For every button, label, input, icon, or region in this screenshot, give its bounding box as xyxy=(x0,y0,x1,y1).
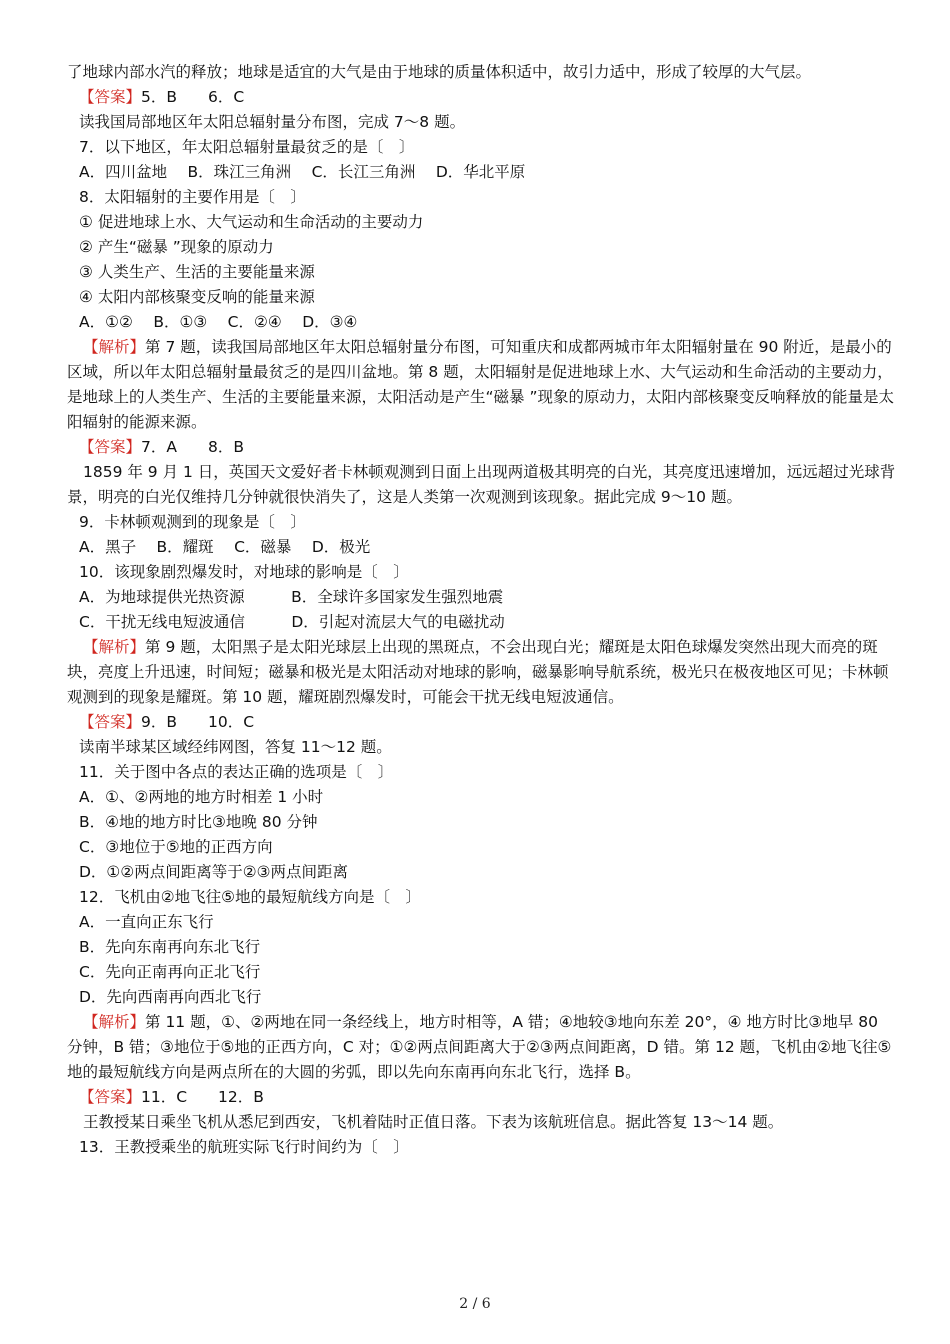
statement-3: ③ 人类生产、生活的主要能量来源 xyxy=(79,263,315,281)
page-content xyxy=(67,60,897,1160)
explanation-text: 第 11 题，①、②两地在同一条经线上，地方时相等，A 错；④地较③地向东差 20°，④ 地方时比③地早 80 分钟，B 错；③地位于⑤地的正西方向，C 对；①②两点间距离大于②③两点间距离，D 错。第 12 题，飞机由②地飞往⑤地的最短航线方向是两点所在的大圆的劣弧，即以先向东南再向东北飞行，选择 B。 xyxy=(67,1013,892,1081)
question-12-option-d: D．先向西南再向西北飞行 xyxy=(79,988,262,1006)
statement-2: ② 产生“磁暴 ”现象的原动力 xyxy=(79,238,274,256)
answer-text: 9．B 10．C xyxy=(141,713,255,731)
explanation-9-10 xyxy=(67,635,897,710)
answer-tag: 【答案】 xyxy=(79,438,142,456)
answer-tag: 【答案】 xyxy=(79,713,142,731)
continued-line: 了地球内部水汽的释放；地球是适宜的大气是由于地球的质量体积适中，故引力适中，形成了较厚的大气层。 xyxy=(67,63,812,81)
explanation-text: 第 9 题，太阳黑子是太阳光球层上出现的黑斑点，不会出现白光；耀斑是太阳色球爆发突然出现大而亮的斑块，亮度上升迅速，时间短；磁暴和极光是太阳活动对地球的影响，磁暴影响导航系统，极光只在极夜地区可见；卡林顿观测到的现象是耀斑。第 10 题，耀斑剧烈爆发时，可能会干扰无线电短波通信。 xyxy=(67,638,889,706)
question-stem-11-12: 读南半球某区域经纬网图，答复 11～12 题。 xyxy=(79,738,392,756)
question-stem-7-8: 读我国局部地区年太阳总辐射量分布图，完成 7～8 题。 xyxy=(79,113,466,131)
explanation-tag: 【解析】 xyxy=(83,1013,146,1031)
question-8-options: A．①② B．①③ C．②④ D．③④ xyxy=(79,313,358,331)
question-7: 7．以下地区，年太阳总辐射量最贫乏的是〔 〕 xyxy=(79,138,415,156)
question-12-option-b: B．先向东南再向东北飞行 xyxy=(79,938,261,956)
question-12-option-a: A．一直向正东飞行 xyxy=(79,913,214,931)
answer-11-12 xyxy=(67,1085,897,1110)
question-9-options: A．黑子 B．耀斑 C．磁暴 D．极光 xyxy=(79,538,371,556)
answer-tag: 【答案】 xyxy=(79,1088,142,1106)
statement-4: ④ 太阳内部核聚变反响的能量来源 xyxy=(79,288,315,306)
question-12: 12．飞机由②地飞往⑤地的最短航线方向是〔 〕 xyxy=(79,888,422,906)
explanation-11-12 xyxy=(67,1010,897,1085)
question-11-option-b: B．④地的地方时比③地晚 80 分钟 xyxy=(79,813,318,831)
question-11-option-c: C．③地位于⑤地的正西方向 xyxy=(79,838,273,856)
question-9: 9．卡林顿观测到的现象是〔 〕 xyxy=(79,513,306,531)
question-12-option-c: C．先向正南再向正北飞行 xyxy=(79,963,261,981)
answer-text: 5．B 6．C xyxy=(141,88,245,106)
explanation-text: 第 7 题，读我国局部地区年太阳总辐射量分布图，可知重庆和成都两城市年太阳辐射量在 90 附近，是最小的区域，所以年太阳总辐射量最贫乏的是四川盆地。第 8 题，太阳辐射是促进地球上水、大气运动和生命活动的主要动力，是地球上的人类生产、生活的主要能量来源，太阳活动是产生“磁暴 ”现象的原动力，太阳内部核聚变反响释放的能量是太阳辐射的能源来源。 xyxy=(67,338,894,431)
answer-text: 11．C 12．B xyxy=(141,1088,264,1106)
answer-5-6 xyxy=(67,85,897,110)
answer-9-10 xyxy=(67,710,897,735)
question-7-options: A．四川盆地 B．珠江三角洲 C．长江三角洲 D．华北平原 xyxy=(79,163,526,181)
explanation-tag: 【解析】 xyxy=(83,338,146,356)
page-number: 2 / 6 xyxy=(459,1296,491,1312)
question-8: 8．太阳辐射的主要作用是〔 〕 xyxy=(79,188,306,206)
question-13: 13．王教授乘坐的航班实际飞行时间约为〔 〕 xyxy=(79,1138,409,1156)
passage-13-14: 王教授某日乘坐飞机从悉尼到西安，飞机着陆时正值日落。下表为该航班信息。据此答复 13～14 题。 xyxy=(83,1113,784,1131)
answer-tag: 【答案】 xyxy=(79,88,142,106)
passage-9-10: 1859 年 9 月 1 日，英国天文爱好者卡林顿观测到日面上出现两道极其明亮的白光，其亮度迅速增加，远远超过光球背景，明亮的白光仅维持几分钟就很快消失了，这是人类第一次观测到该现象。据此完成 9～10 题。 xyxy=(67,463,896,506)
question-11-option-a: A．①、②两地的地方时相差 1 小时 xyxy=(79,788,324,806)
question-11: 11．关于图中各点的表达正确的选项是〔 〕 xyxy=(79,763,394,781)
statement-1: ① 促进地球上水、大气运动和生命活动的主要动力 xyxy=(79,213,424,231)
explanation-7-8 xyxy=(67,335,897,435)
explanation-tag: 【解析】 xyxy=(83,638,146,656)
question-10-options-cd: C．干扰无线电短波通信 D．引起对流层大气的电磁扰动 xyxy=(79,613,505,631)
question-10-options-ab: A．为地球提供光热资源 B．全球许多国家发生强烈地震 xyxy=(79,588,504,606)
question-11-option-d: D．①②两点间距离等于②③两点间距离 xyxy=(79,863,349,881)
answer-7-8 xyxy=(67,435,897,460)
answer-text: 7．A 8．B xyxy=(141,438,244,456)
question-10: 10．该现象剧烈爆发时，对地球的影响是〔 〕 xyxy=(79,563,409,581)
